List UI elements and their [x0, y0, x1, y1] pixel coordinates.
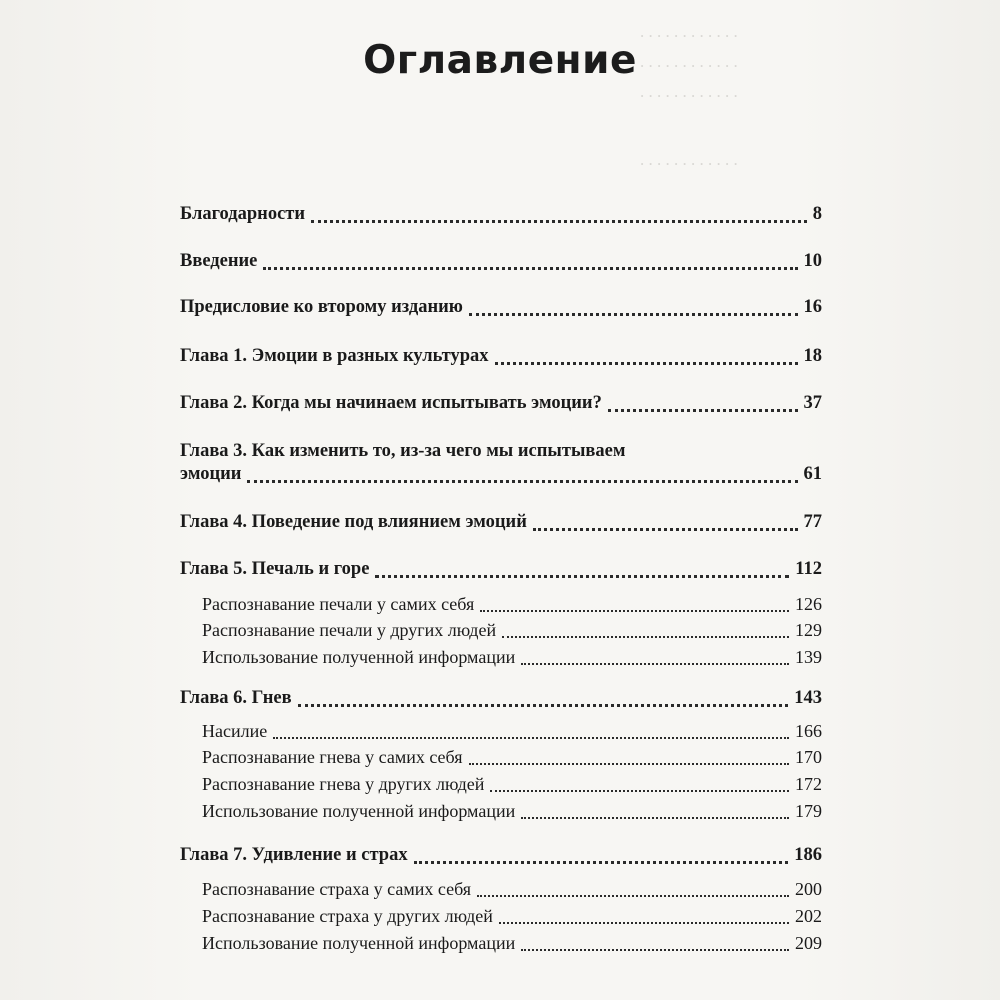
toc-entry[interactable]	[180, 687, 822, 709]
leader-dots	[521, 653, 789, 665]
toc-entry[interactable]	[180, 558, 822, 580]
leader-dots	[469, 303, 798, 316]
leader-dots	[499, 912, 789, 924]
toc-subentry[interactable]	[180, 646, 822, 668]
toc-entry-label: Введение	[180, 251, 258, 271]
toc-subentry[interactable]	[180, 800, 822, 822]
leader-dots	[608, 399, 798, 412]
toc-subentry[interactable]	[180, 773, 822, 795]
toc-entry-page: 202	[795, 906, 822, 926]
leader-dots	[263, 257, 797, 270]
toc-entry-label: Глава 6. Гнев	[180, 688, 292, 708]
toc-entry-page: 129	[795, 620, 822, 640]
toc-entry-label: Предисловие ко второму изданию	[180, 297, 463, 317]
show-through-decoration: . . . . . . . . . . . .	[640, 52, 738, 71]
toc-entry-label: Распознавание печали у других людей	[202, 620, 497, 640]
toc-entry-page: 10	[803, 251, 822, 271]
toc-entry[interactable]	[180, 250, 822, 272]
toc-entry-page: 61	[803, 464, 822, 484]
toc-entry-page: 179	[795, 801, 822, 821]
toc-entry-label: Распознавание печали у самих себя	[202, 594, 475, 614]
toc-entry-label: Использование полученной информации	[202, 647, 516, 667]
toc-entry[interactable]	[180, 203, 822, 225]
leader-dots	[477, 885, 789, 897]
toc-entry-page: 186	[794, 845, 822, 865]
toc-subentry[interactable]	[180, 878, 822, 900]
toc-entry-label: Глава 7. Удивление и страх	[180, 845, 408, 865]
leader-dots	[469, 753, 789, 765]
toc-subentry[interactable]	[180, 905, 822, 927]
toc-entry-page: 37	[803, 393, 822, 413]
leader-dots	[375, 565, 789, 578]
leader-dots	[521, 807, 789, 819]
leader-dots	[495, 352, 798, 365]
toc-entry-page: 139	[795, 647, 822, 667]
toc-entry-page: 200	[795, 879, 822, 899]
toc-entry-page: 126	[795, 594, 822, 614]
toc-entry-label: Насилие	[202, 721, 268, 741]
toc-entry-label-line1[interactable]: Глава 3. Как изменить то, из-за чего мы испытываем	[180, 441, 626, 461]
toc-entry-label: Глава 5. Печаль и горе	[180, 559, 370, 579]
leader-dots	[273, 727, 789, 739]
toc-entry-page: 143	[794, 688, 822, 708]
toc-entry-page: 170	[795, 747, 822, 767]
toc-subentry[interactable]	[180, 720, 822, 742]
toc-subentry[interactable]	[180, 593, 822, 615]
leader-dots	[490, 780, 789, 792]
leader-dots	[502, 626, 789, 638]
toc-entry-label: Распознавание страха у других людей	[202, 906, 493, 926]
toc-entry-page: 209	[795, 933, 822, 953]
toc-entry[interactable]	[180, 511, 822, 533]
toc-entry[interactable]	[180, 463, 822, 485]
toc-entry-page: 8	[812, 204, 822, 224]
toc-entry-label: Распознавание гнева у других людей	[202, 774, 485, 794]
toc-entry-label: Использование полученной информации	[202, 933, 516, 953]
leader-dots	[311, 210, 807, 223]
leader-dots	[414, 851, 789, 864]
leader-dots	[247, 470, 797, 483]
toc-entry[interactable]	[180, 392, 822, 414]
toc-entry[interactable]	[180, 345, 822, 367]
toc-entry-page: 112	[795, 559, 822, 579]
toc-entry-page: 77	[803, 512, 822, 532]
leader-dots	[521, 939, 789, 951]
show-through-decoration: . . . . . . . . . . . .	[640, 22, 738, 41]
toc-entry-label: Благодарности	[180, 204, 306, 224]
toc-subentry[interactable]	[180, 932, 822, 954]
show-through-decoration: . . . . . . . . . . . .	[640, 150, 738, 169]
toc-entry-label: Глава 1. Эмоции в разных культурах	[180, 346, 489, 366]
leader-dots	[533, 518, 798, 531]
toc-subentry[interactable]	[180, 619, 822, 641]
toc-entry-label: Глава 4. Поведение под влиянием эмоций	[180, 512, 527, 532]
leader-dots	[480, 600, 789, 612]
toc-entry-page: 166	[795, 721, 822, 741]
show-through-decoration: . . . . . . . . . . . .	[640, 82, 738, 101]
toc-entry-page: 18	[803, 346, 822, 366]
leader-dots	[298, 694, 789, 707]
toc-entry-page: 172	[795, 774, 822, 794]
toc-entry-page: 16	[803, 297, 822, 317]
toc-entry-label: Использование полученной информации	[202, 801, 516, 821]
page-title: Оглавление	[363, 38, 637, 84]
toc-entry-label: эмоции	[180, 464, 242, 484]
toc-entry[interactable]	[180, 844, 822, 866]
toc-entry-label: Глава 2. Когда мы начинаем испытывать эмоции?	[180, 393, 602, 413]
toc-entry-label: Распознавание гнева у самих себя	[202, 747, 463, 767]
toc-subentry[interactable]	[180, 746, 822, 768]
toc-entry[interactable]	[180, 296, 822, 318]
toc-entry-label: Распознавание страха у самих себя	[202, 879, 472, 899]
